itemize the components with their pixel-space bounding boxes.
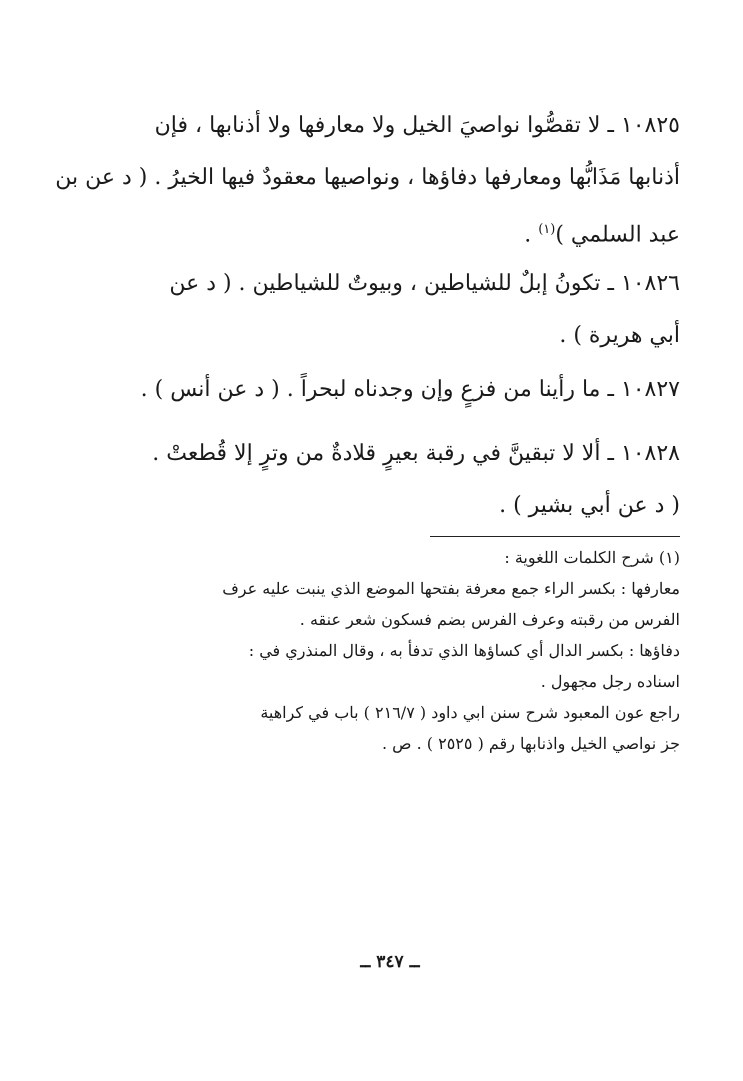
hadith-entry-10826 (118, 258, 680, 362)
footnote-line: دفاؤها : بكسر الدال أي كساؤها الذي تدفأ به ، وقال المنذري في : (248, 641, 680, 660)
footnote-heading: (١) شرح الكلمات اللغوية : (504, 548, 680, 567)
entry-line: أبي هريرة ) . (559, 323, 680, 348)
footnote-line: الفرس من رقبته وعرف الفرس بضم فسكون شعر عنقه . (299, 610, 680, 629)
entry-line: أذنابها مَذَابُّها ومعارفها دفاؤها ، ونواصيها معقودٌ فيها الخيرُ . ( د عن بن (55, 165, 680, 190)
footnote-line: راجع عون المعبود شرح سنن ابي داود ( ٢١٦/٧ ) باب في كراهية (260, 703, 680, 722)
entry-line: ١٠٨٢٧ ـ ما رأينا من فزعٍ وإن وجدناه لبحراً . ( د عن أنس ) . (140, 377, 680, 402)
footnotes (118, 542, 680, 759)
footnote-line: اسناده رجل مجهول . (540, 672, 680, 691)
hadith-entry-10828 (118, 428, 680, 532)
entry-line: ١٠٨٢٨ ـ ألا لا تبقينَّ في رقبة بعيرٍ قلادةٌ من وترٍ إلا قُطعتْ . (152, 441, 680, 466)
hadith-entry-10827 (118, 364, 680, 416)
entry-line: ١٠٨٢٦ ـ تكونُ إبلٌ للشياطين ، وبيوتٌ للشياطين . ( د عن (169, 271, 680, 296)
entry-line-text: عبد السلمي ) (555, 222, 680, 248)
footnote-marker: (١) (538, 222, 556, 237)
footnote-divider (430, 536, 680, 537)
entry-line: ( د عن أبي بشير ) . (499, 493, 680, 518)
entry-line-end: . (524, 222, 539, 248)
footnote-line: معارفها : بكسر الراء جمع معرفة بفتحها الموضع الذي ينبت عليه عرف (222, 579, 680, 598)
hadith-entry-10825 (55, 100, 680, 256)
entry-line: ١٠٨٢٥ ـ لا تقصُّوا نواصيَ الخيل ولا معارفها ولا أذنابها ، فإن (154, 113, 680, 138)
footnote-line: جز نواصي الخيل واذنابها رقم ( ٢٥٢٥ ) . ص . (382, 734, 680, 753)
page-number: ــ ٣٤٧ ــ (360, 952, 420, 972)
entry-line (118, 204, 680, 256)
